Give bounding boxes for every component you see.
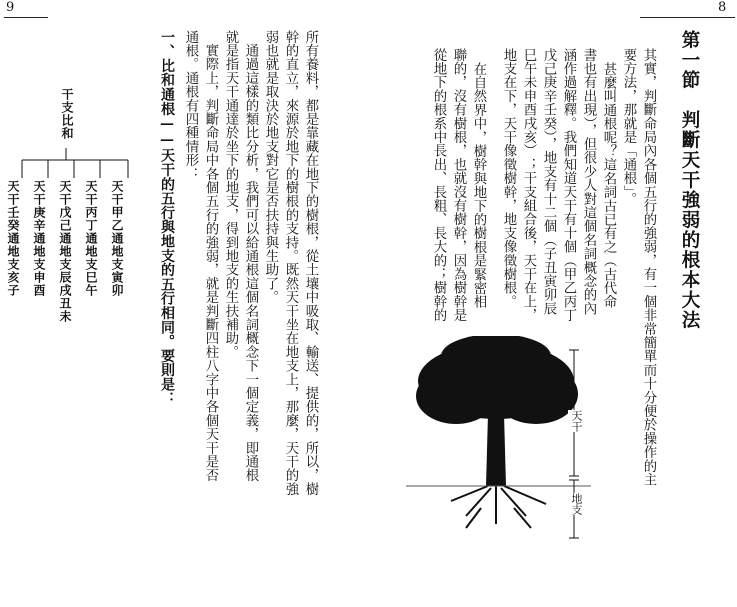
right-header-rule (640, 17, 735, 18)
left-rule-heading: 一、比和通根——天干的五行與地支的五行相同。要則是： (159, 30, 175, 406)
diagram-label: 干支比和 (60, 88, 74, 140)
left-line-4: 通過這樣的類比分析，我們可以給通根這個名詞概念下一個定義，即通根 (243, 30, 258, 483)
trunk-label: 天干 (570, 410, 583, 432)
left-line-6: 實際上，判斷命局中各個五行的強弱，就是判斷四柱八字中各個天干是否 (203, 30, 218, 483)
left-line-3: 弱也就是取決於地支對它是否扶持與生助了。 (263, 30, 278, 304)
tree-trunk (486, 414, 506, 486)
section-title: 第一節 判斷天干強弱的根本大法 (679, 30, 700, 330)
rule-jiayi: 天干甲乙通地支寅卯 (110, 180, 124, 297)
right-line-8: 地支在下，天干像徵樹幹，地支像徵樹根。 (501, 48, 516, 309)
right-line-6: 戊己庚辛壬癸），地支有十二個（子丑寅卯辰 (541, 48, 556, 316)
right-line-11: 從地下的根系中長出、長粗、長大的；樹幹的 (431, 48, 446, 322)
right-line-5: 涵作過解釋。我們知道天干有十個（甲乙丙丁 (561, 48, 576, 322)
rule-rengui: 天干壬癸通地支亥子 (6, 180, 20, 297)
right-line-7: 巳午未申酉戌亥）；干支組合後，天干在上， (521, 48, 536, 322)
rule-gengxin: 天干庚辛通地支申酉 (32, 180, 46, 297)
left-header-rule (4, 17, 48, 18)
left-line-7: 通根。通根有四種情形： (183, 30, 198, 181)
left-page-number: 9 (6, 0, 15, 15)
right-line-1: 其實，判斷命局內各個五行的強弱，有一個非常簡單而十分便於操作的主 (641, 48, 656, 487)
right-line-3: 甚麼叫通根呢？這名詞古已有之（古代命 (601, 62, 616, 309)
tree-roots (451, 486, 546, 528)
rule-wuji: 天干戊己通地支辰戌丑未 (58, 180, 72, 323)
right-page-number: 8 (718, 0, 727, 15)
root-label: 地支 (570, 493, 583, 515)
right-line-9: 在自然界中，樹幹與地下的樹根是緊密相 (471, 62, 486, 309)
tree-canopy (416, 336, 578, 424)
right-line-2: 要方法，那就是「通根」。 (621, 48, 636, 206)
left-line-2: 幹的直立，來源於地下的樹根的支持。既然天干坐在地支上，那麼，天干的強 (283, 30, 298, 496)
right-line-10: 聯的，沒有樹根，也就沒有樹幹，因為樹幹是 (451, 48, 466, 322)
rule-bingding: 天干丙丁通地支巳午 (84, 180, 98, 297)
left-line-5: 就是指天干通達於坐下的地支，得到地支的生扶補助。 (223, 30, 238, 359)
right-line-4: 書也有出現），但很少人對這個名詞概念的內 (581, 48, 596, 316)
left-line-1: 所有養料，都是靠藏在地下的樹根，從土壤中吸取、輸送、提供的，所以，樹 (303, 30, 318, 496)
